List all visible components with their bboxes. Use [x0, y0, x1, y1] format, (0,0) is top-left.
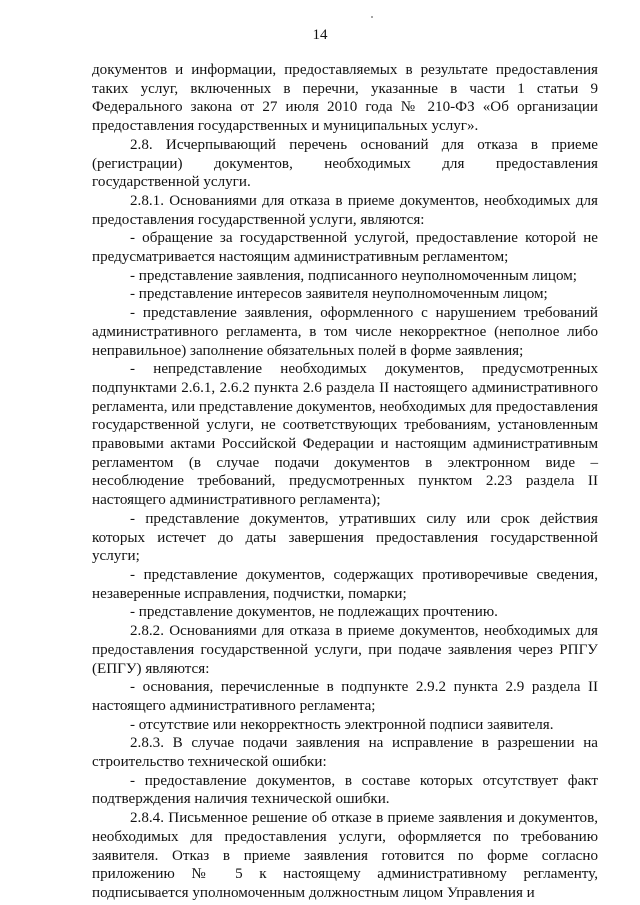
paragraph-2-8: 2.8. Исчерпывающий перечень оснований для отказа в приеме (регистрации) документов, необходимых для предоставления государственной услуги.: [92, 136, 598, 191]
paragraph-2-8-2: 2.8.2. Основаниями для отказа в приеме документов, необходимых для предоставления государственной услуги, при подаче заявления через РПГУ (ЕПГУ) являются:: [92, 623, 598, 677]
list-item: - представление заявления, подписанного неуполномоченным лицом;: [130, 267, 577, 284]
list-item: - представление документов, утративших силу или срок действия которых истечет до даты завершения предоставления государственной услуги;: [92, 510, 598, 565]
paragraph-2-8-1: 2.8.1. Основаниями для отказа в приеме документов, необходимых для предоставления государственной услуги, являются:: [92, 192, 598, 228]
list-item: - обращение за государственной услугой, предоставление которой не предусматривается настоящим административным регламентом;: [92, 230, 598, 266]
list-item: - основания, перечисленные в подпункте 2.9.2 пункта 2.9 раздела II настоящего административного регламента;: [92, 679, 598, 714]
page-number: 14: [312, 27, 328, 43]
list-item: - представление документов, не подлежащих прочтению.: [130, 604, 498, 621]
list-item: - представление документов, содержащих противоречивые сведения, незаверенные исправления, подчистки, помарки;: [92, 566, 598, 602]
list-item: - представление заявления, оформленного с нарушением требований административного регламента, в том числе некорректное (неполное либо неправильное) заполнение обязательных полей в форме заявления;: [92, 305, 598, 359]
document-body: [92, 61, 598, 903]
list-item: - непредставление необходимых документов, предусмотренных подпунктами 2.6.1, 2.6.2 пункта 2.6 раздела II настоящего административного регламента, или представление документов, необходимых для предоставления государственной услуги, не соответствующих требованиям, установленным правовыми актами Российской Федерации и настоящим административным регламентом (в случае подачи документов в электронном виде – несоблюдение требований, предусмотренных пунктом 2.23 раздела II настоящего административного регламента);: [92, 361, 598, 509]
list-item: - предоставление документов, в составе которых отсутствует факт подтверждения наличия технической ошибки.: [92, 772, 598, 808]
list-item: - отсутствие или некорректность электронной подписи заявителя.: [130, 716, 554, 733]
list-item: - представление интересов заявителя неуполномоченным лицом;: [130, 286, 548, 303]
paragraph-continuation: документов и информации, предоставляемых в результате предоставления таких услуг, включенных в перечни, указанные в части 1 статьи 9 Федерального закона от 27 июля 2010 года № 210-ФЗ «Об организации предоставления государственных и муниципальных услуг».: [92, 62, 598, 135]
scan-speck: [371, 16, 373, 18]
paragraph-2-8-4: 2.8.4. Письменное решение об отказе в приеме заявления и документов, необходимых для предоставления услуги, оформляется по требованию заявителя. Отказ в приеме заявления готовится по форме согласно приложению № 5 к настоящему административному регламенту, подписывается уполномоченным должностным лицом Управления и: [92, 810, 598, 901]
paragraph-2-8-3: 2.8.3. В случае подачи заявления на исправление в разрешении на строительство технической ошибки:: [92, 735, 598, 771]
